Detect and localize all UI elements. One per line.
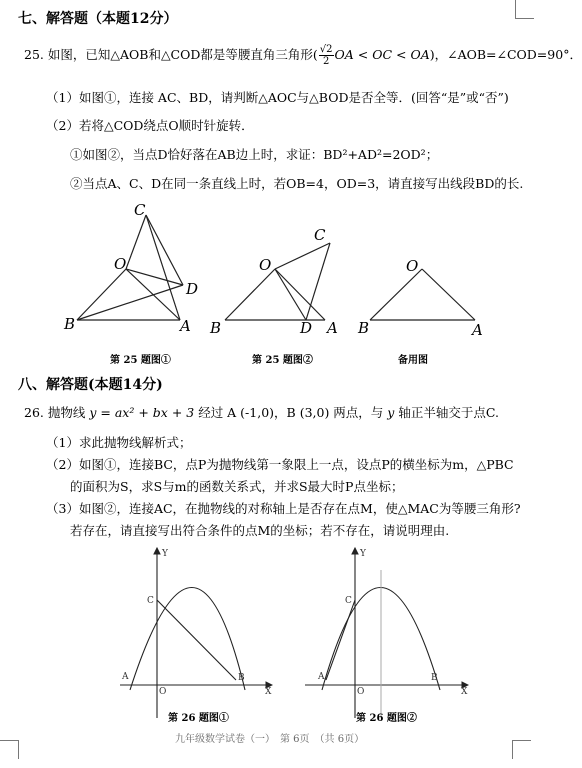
fig3-label-O: O	[406, 257, 419, 275]
fig25-2-caption: 第 25 题图②	[252, 355, 313, 366]
q26-part3b: 若存在，请直接写出符合条件的点M的坐标；若不存在，请说明理由.	[70, 523, 450, 538]
segment-OA	[422, 269, 475, 320]
q25-figure-3	[370, 269, 475, 320]
q26-figures	[0, 540, 549, 725]
segment-OC	[126, 215, 146, 269]
segment-BO	[225, 269, 275, 320]
q25-part2: （2）若将△COD绕点O顺时针旋转．	[46, 118, 254, 133]
fig26-1-label-O: O	[159, 687, 167, 697]
q25-line1-a: 如图，已知△AOB和△COD都是等腰直角三角形(	[47, 47, 318, 62]
q26-part2b: 的面积为S，求S与m的函数关系式，并求S最大时P点坐标；	[70, 479, 404, 494]
q26-expression: y = ax² + bx + 3	[89, 405, 195, 420]
q25-part1: （1）如图①，连接 AC、BD，请判断△AOC与△BOD是否全等．(回答“是”或“否”)	[46, 90, 509, 105]
fig26-2-label-B: B	[431, 673, 438, 683]
q26-line1-end: 轴正半轴交于点C.	[398, 405, 499, 420]
sqrt2-over-2-fraction	[319, 44, 334, 67]
corner-mark-top-right	[515, 0, 534, 19]
segment-OA	[275, 269, 325, 320]
segment-BO	[370, 269, 422, 320]
fig26-1-label-X: X	[265, 687, 272, 697]
corner-mark-bottom-left	[0, 740, 19, 759]
q26-part2a: （2）如图①，连接BC，点P为抛物线第一象限上一点，设点P的横坐标为m，△PBC	[46, 457, 514, 472]
fraction-denominator: 2	[322, 56, 330, 67]
fig2-label-D: D	[300, 319, 313, 337]
q26-y-variable: y	[387, 405, 395, 420]
q25-figure-2	[225, 243, 330, 320]
q26-figure-2	[305, 548, 468, 718]
fig26-2-label-C: C	[345, 596, 352, 606]
fig25-3-caption: 备用图	[398, 355, 428, 366]
segment-OC	[275, 243, 330, 269]
fig1-label-B: B	[64, 315, 76, 333]
q25-part2b: ②当点A、C、D在同一条直线上时，若OB=4，OD=3，请直接写出线段BD的长.	[70, 176, 524, 191]
fig1-label-O: O	[114, 255, 127, 273]
segment-CD	[146, 215, 183, 285]
fig26-2-label-Y: Y	[360, 549, 366, 559]
fig26-2-caption: 第 26 题图②	[356, 713, 417, 724]
segment-AC	[326, 600, 355, 680]
page-footer: 九年级数学试卷（一） 第 6页 （共 6页）	[175, 734, 365, 745]
fig26-1-label-A: A	[122, 672, 129, 682]
fig2-label-A: A	[327, 319, 338, 337]
q25-statement	[24, 44, 582, 67]
q25-inequality: OA < OC < OA	[334, 47, 430, 62]
q25-number: 25.	[24, 47, 44, 62]
fig1-label-A: A	[180, 317, 191, 335]
fig26-1-caption: 第 26 题图①	[168, 713, 229, 724]
fig26-1-label-B: B	[238, 673, 245, 683]
fig2-label-O: O	[259, 256, 272, 274]
fig1-label-C: C	[134, 201, 146, 219]
q26-statement	[24, 403, 499, 421]
fig26-1-label-C: C	[147, 596, 154, 606]
section-8-title: 八、解答题(本题14分)	[18, 377, 163, 393]
fig2-label-B: B	[210, 319, 222, 337]
q26-number: 26.	[24, 405, 44, 420]
q26-line1-post: 经过 A (-1,0)，B (3,0) 两点，与	[198, 405, 384, 420]
section-7-title: 七、解答题（本题12分）	[18, 11, 178, 27]
fig26-2-label-O: O	[357, 687, 365, 697]
q26-part3a: （3）如图②，连接AC，在抛物线的对称轴上是否存在点M，使△MAC为等腰三角形?	[46, 501, 521, 516]
q25-part2a: ①如图②，当点D恰好落在AB边上时，求证：BD²+AD²=2OD²；	[70, 147, 439, 162]
fig1-label-D: D	[186, 280, 199, 298]
q25-line1-b: )，∠AOB=∠COD=90°．	[429, 47, 582, 62]
q26-line1-pre: 抛物线	[47, 405, 86, 420]
segment-BC	[157, 600, 236, 680]
corner-mark-bottom-right	[512, 740, 531, 759]
q25-figures	[0, 195, 549, 375]
segment-CD	[306, 243, 330, 320]
fig3-label-B: B	[358, 319, 370, 337]
segment-BD	[77, 285, 183, 320]
fig26-2-label-X: X	[461, 687, 468, 697]
q25-figure-1	[77, 215, 183, 320]
segment-OD	[275, 269, 306, 320]
fraction-numerator: √2	[319, 44, 333, 55]
fig2-label-C: C	[314, 226, 326, 244]
fig25-1-caption: 第 25 题图①	[110, 355, 171, 366]
q26-figure-1	[120, 548, 272, 718]
fig26-1-label-Y: Y	[162, 549, 168, 559]
fig3-label-A: A	[472, 321, 483, 339]
q26-part1: （1）求此抛物线解析式；	[46, 435, 192, 450]
fig26-2-label-A: A	[318, 672, 325, 682]
